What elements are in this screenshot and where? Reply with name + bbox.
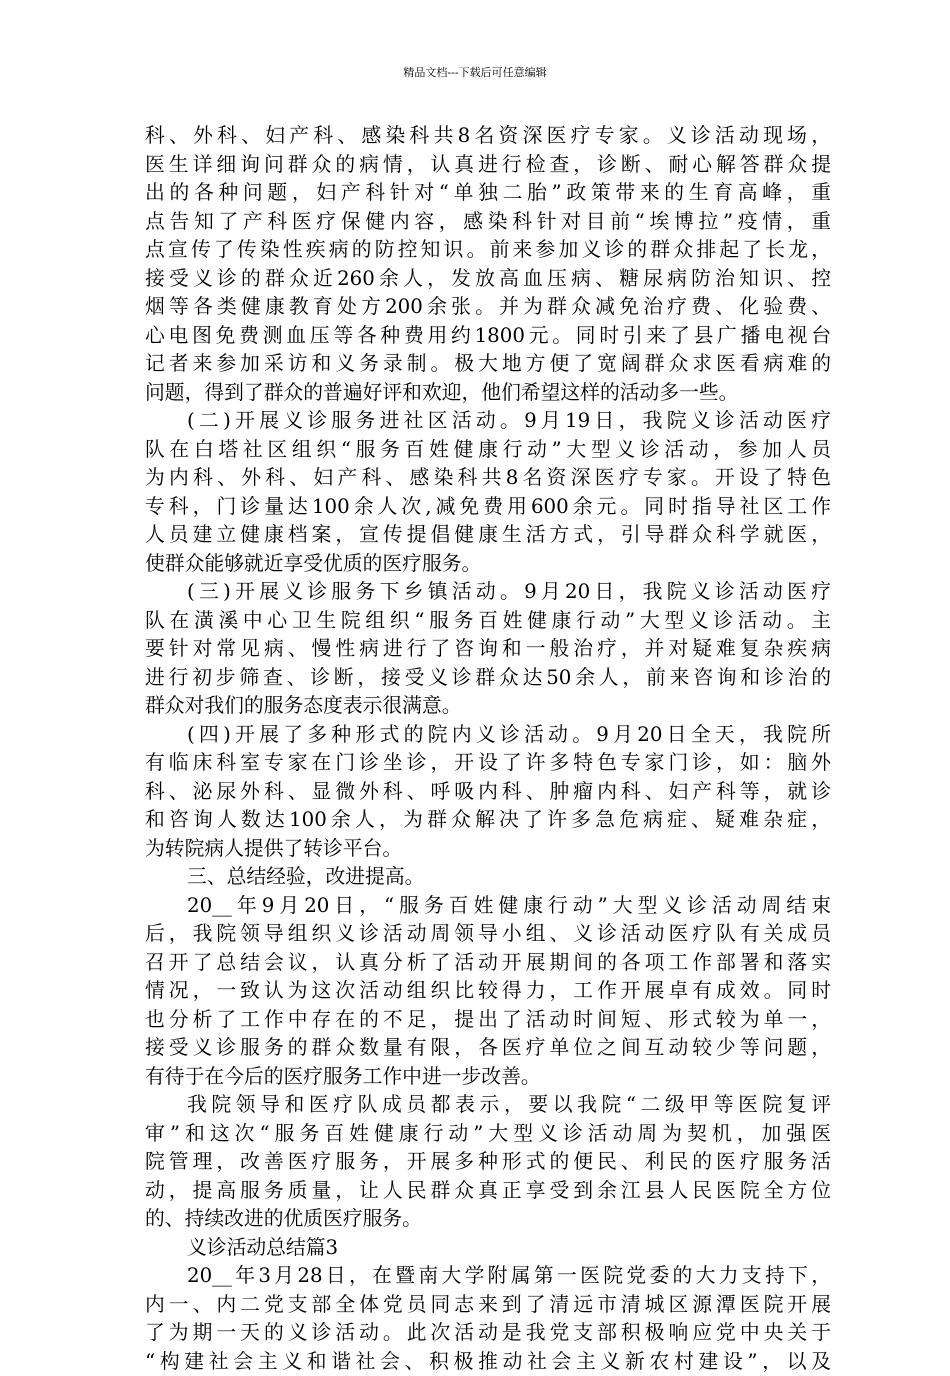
text-line: 进行初步筛查、诊断，接受义诊群众达50余人，前来咨询和诊治的 bbox=[145, 664, 831, 693]
text-line: 记者来参加采访和义务录制。极大地方便了宽阔群众求医看病难的 bbox=[145, 350, 831, 379]
text-line: 问题，得到了群众的普遍好评和欢迎，他们希望这样的活动多一些。 bbox=[145, 379, 831, 408]
text-line: (二)开展义诊服务进社区活动。9月19日，我院义诊活动医疗 bbox=[145, 407, 831, 436]
text-line: 科、外科、妇产科、感染科共8名资深医疗专家。义诊活动现场， bbox=[145, 122, 831, 151]
text-line: 出的各种问题，妇产科针对“单独二胎”政策带来的生育高峰，重 bbox=[145, 179, 831, 208]
text-line: 和咨询人数达100余人，为群众解决了许多急危病症、疑难杂症， bbox=[145, 806, 831, 835]
text-line: 群众对我们的服务态度表示很满意。 bbox=[145, 692, 831, 721]
text-line: 后，我院领导组织义诊活动周领导小组、义诊活动医疗队有关成员 bbox=[145, 920, 831, 949]
text-line: 接受义诊服务的群众数量有限，各医疗单位之间互动较少等问题， bbox=[145, 1034, 831, 1063]
document-body bbox=[145, 122, 831, 1376]
text-line: 心电图免费测血压等各种费用约1800元。同时引来了县广播电视台 bbox=[145, 322, 831, 351]
text-line: 要针对常见病、慢性病进行了咨询和一般治疗，并对疑难复杂疾病 bbox=[145, 635, 831, 664]
text-line: 也分析了工作中存在的不足，提出了活动时间短、形式较为单一， bbox=[145, 1006, 831, 1035]
text-line: 内一、内二党支部全体党员同志来到了清远市清城区源潭医院开展 bbox=[145, 1291, 831, 1320]
text-line: 义诊活动总结篇3 bbox=[145, 1234, 831, 1263]
page-header: 精品文档---下载后可任意编辑 bbox=[0, 66, 950, 80]
text-line: 三、总结经验，改进提高。 bbox=[145, 863, 831, 892]
text-line: 动，提高服务质量，让人民群众真正享受到余江县人民医院全方位 bbox=[145, 1177, 831, 1206]
text-line: 审”和这次“服务百姓健康行动”大型义诊活动周为契机，加强医 bbox=[145, 1120, 831, 1149]
text-line: 院管理，改善医疗服务，开展多种形式的便民、利民的医疗服务活 bbox=[145, 1148, 831, 1177]
text-line: 接受义诊的群众近260余人，发放高血压病、糖尿病防治知识、控 bbox=[145, 265, 831, 294]
text-line: 情况，一致认为这次活动组织比较得力，工作开展卓有成效。同时 bbox=[145, 977, 831, 1006]
text-line: 使群众能够就近享受优质的医疗服务。 bbox=[145, 550, 831, 579]
text-line: 烟等各类健康教育处方200余张。并为群众减免治疗费、化验费、 bbox=[145, 293, 831, 322]
text-line: 点宣传了传染性疾病的防控知识。前来参加义诊的群众排起了长龙， bbox=[145, 236, 831, 265]
text-line: 20__年9月20日，“服务百姓健康行动”大型义诊活动周结束 bbox=[145, 892, 831, 921]
text-line: 队在白塔社区组织“服务百姓健康行动”大型义诊活动，参加人员 bbox=[145, 436, 831, 465]
text-line: 专科，门诊量达100余人次,减免费用600余元。同时指导社区工作 bbox=[145, 493, 831, 522]
text-line: 有待于在今后的医疗服务工作中进一步改善。 bbox=[145, 1063, 831, 1092]
text-line: 为内科、外科、妇产科、感染科共8名资深医疗专家。开设了特色 bbox=[145, 464, 831, 493]
text-line: (三)开展义诊服务下乡镇活动。9月20日，我院义诊活动医疗 bbox=[145, 578, 831, 607]
text-line: 医生详细询问群众的病情，认真进行检查，诊断、耐心解答群众提 bbox=[145, 151, 831, 180]
text-line: 我院领导和医疗队成员都表示，要以我院“二级甲等医院复评 bbox=[145, 1091, 831, 1120]
text-line: 人员建立健康档案，宣传提倡健康生活方式，引导群众科学就医， bbox=[145, 521, 831, 550]
text-line: (四)开展了多种形式的院内义诊活动。9月20日全天，我院所 bbox=[145, 721, 831, 750]
text-line: 为转院病人提供了转诊平台。 bbox=[145, 835, 831, 864]
text-line: 科、泌尿外科、显微外科、呼吸内科、肿瘤内科、妇产科等，就诊 bbox=[145, 778, 831, 807]
text-line: 队在潢溪中心卫生院组织“服务百姓健康行动”大型义诊活动。主 bbox=[145, 607, 831, 636]
text-line: 20__年3月28日，在暨南大学附属第一医院党委的大力支持下， bbox=[145, 1262, 831, 1291]
text-line: 召开了总结会议，认真分析了活动开展期间的各项工作部署和落实 bbox=[145, 949, 831, 978]
text-line: 的、持续改进的优质医疗服务。 bbox=[145, 1205, 831, 1234]
text-line: 点告知了产科医疗保健内容，感染科针对目前“埃博拉”疫情，重 bbox=[145, 208, 831, 237]
text-line: 了为期一天的义诊活动。此次活动是我党支部积极响应党中央关于 bbox=[145, 1319, 831, 1348]
text-line: 有临床科室专家在门诊坐诊，开设了许多特色专家门诊，如：脑外 bbox=[145, 749, 831, 778]
text-line: “构建社会主义和谐社会、积极推动社会主义新农村建设”，以及 bbox=[145, 1348, 831, 1376]
